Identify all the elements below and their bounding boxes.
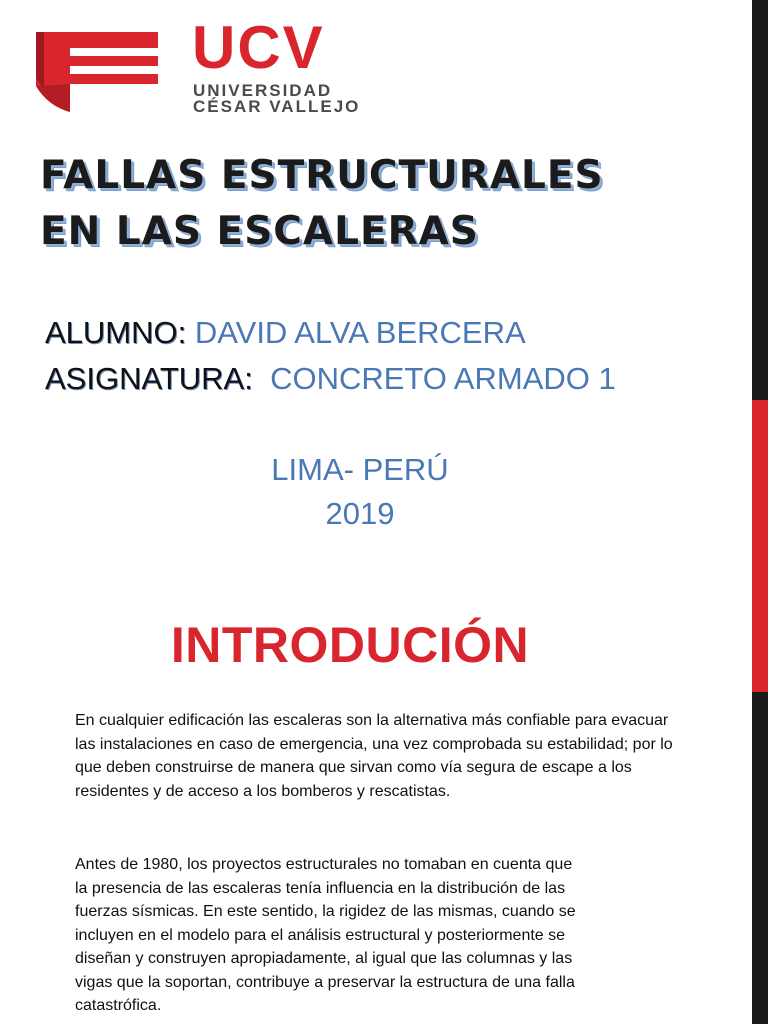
- introduction-heading: INTRODUCIÓN: [170, 617, 530, 673]
- course-row: [45, 356, 616, 402]
- place-year: 2019: [325, 496, 395, 531]
- university-logo: [30, 14, 380, 121]
- title-line-1: FALLAS ESTRUCTURALES: [40, 153, 604, 198]
- intro-paragraph-2: Antes de 1980, los proyectos estructurales no tomaban en cuenta que la presencia de las escaleras tenía influencia en la distribución de las fuerzas sísmicas. En este sentido, la rigidez de las mismas, cuando se incluyen en el modelo para el análisis estructural y posteriormente se diseñan y construyen apropiadamente, al igual que las columnas y las vigas que la soportan, contribuye a preservar la estructura de una falla catastrófica.: [75, 856, 576, 1014]
- logo-name-line1: UNIVERSIDAD: [193, 81, 333, 100]
- author-info: [45, 310, 616, 402]
- student-name: DAVID ALVA BERCERA: [194, 315, 526, 350]
- intro-paragraph-1: En cualquier edificación las escaleras son la alternativa más confiable para evacuar las instalaciones en caso de emergencia, una vez comprobada su estabilidad; por lo que deben construirse de manera que sirvan como vía segura de escape a los residentes y de acceso a los bomberos y rescatistas.: [75, 712, 673, 800]
- ucv-emblem-icon: [30, 26, 165, 118]
- course-label: ASIGNATURA:: [45, 361, 253, 396]
- document-title: [40, 148, 740, 260]
- logo-abbreviation: UCV: [192, 14, 325, 81]
- right-edge-bar-accent: [752, 400, 768, 692]
- place-city: LIMA- PERÚ: [271, 452, 449, 487]
- student-row: [45, 310, 616, 356]
- student-label: ALUMNO:: [45, 315, 187, 350]
- title-line-2: EN LAS ESCALERAS: [40, 209, 479, 254]
- right-edge-bar-top: [752, 0, 768, 400]
- logo-name-line2: CÉSAR VALLEJO: [193, 97, 361, 116]
- course-name: CONCRETO ARMADO 1: [270, 361, 616, 396]
- right-edge-bar-bottom: [752, 692, 768, 1024]
